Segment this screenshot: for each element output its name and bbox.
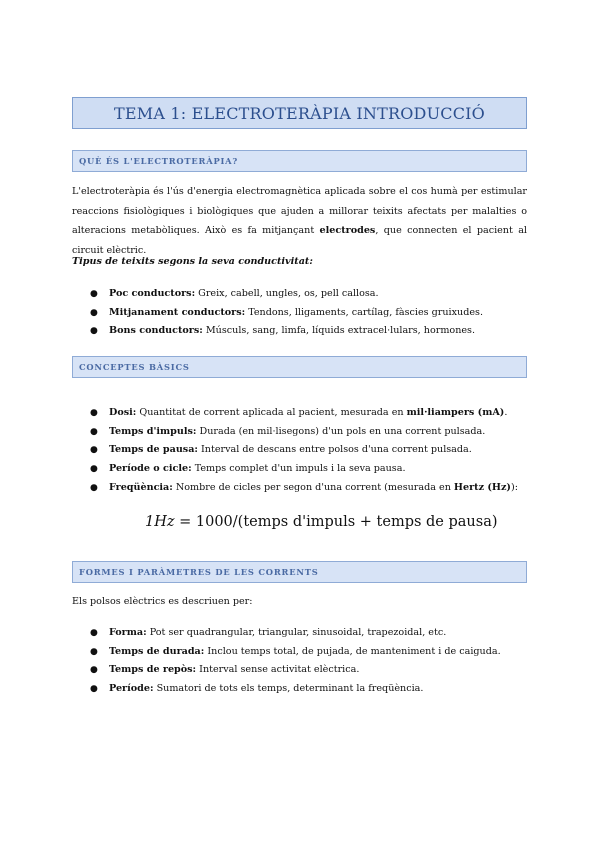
section-header-pulse-forms (72, 561, 527, 583)
item-term: Temps de repòs: (109, 664, 197, 676)
tissues-heading: Tipus de teixits segons la seva conductivitat: (72, 256, 313, 267)
pulses-list (90, 624, 520, 699)
section-header-what-is (72, 150, 527, 172)
list-item (90, 624, 520, 643)
list-item (90, 441, 520, 460)
item-desc: Sumatori de tots els temps, determinant la freqüència. (153, 683, 424, 695)
bullet-icon: ● (90, 445, 98, 456)
item-term: Període: (109, 683, 154, 695)
bullet-icon: ● (90, 289, 98, 299)
item-bold-unit: mil·liampers (mA) (406, 407, 505, 418)
item-tail: . (504, 407, 508, 418)
section-header-concepts (72, 356, 527, 378)
bullet-icon: ● (90, 684, 98, 695)
list-item (90, 460, 520, 479)
bullet-icon: ● (90, 464, 98, 475)
item-term: Temps de durada: (109, 645, 205, 657)
item-term: Bons conductors: (109, 325, 203, 337)
intro-bold-term: electrodes (319, 225, 376, 236)
bullet-icon: ● (90, 665, 98, 676)
item-desc: Nombre de cicles per segon d'una corrent (mesurada en (172, 481, 454, 493)
item-desc: Durada (en mil·lisegons) d'un pols en una corrent pulsada. (196, 425, 486, 437)
bullet-icon: ● (90, 307, 98, 318)
section-title: FORMES I PARÀMETRES DE LES CORRENTS (79, 567, 319, 577)
item-term: Període o cicle: (109, 463, 192, 475)
item-desc: Interval de descans entre polsos d'una corrent pulsada. (197, 444, 472, 456)
item-desc: Interval sense activitat elèctrica. (196, 664, 360, 676)
list-item (90, 285, 520, 304)
list-item (90, 404, 520, 423)
bullet-icon: ● (90, 646, 98, 657)
pulses-intro: Els polsos elèctrics es descriuen per: (72, 596, 253, 607)
item-term: Mitjanament conductors: (109, 306, 246, 318)
item-desc: Pot ser quadrangular, triangular, sinusoidal, trapezoidal, etc. (146, 627, 447, 638)
item-term: Dosi: (109, 407, 137, 418)
item-tail: ): (510, 481, 518, 493)
list-item (90, 479, 520, 498)
bullet-icon: ● (90, 326, 98, 337)
section-title: CONCEPTES BÀSICS (79, 362, 190, 372)
item-desc: Quantitat de corrent aplicada al pacient, mesurada en (136, 407, 407, 418)
item-desc: Tendons, lligaments, cartílag, fàscies gruixudes. (245, 306, 484, 318)
intro-text-b: , que connecten el pacient al circuit elèctric. (72, 225, 527, 256)
intro-paragraph (72, 182, 527, 260)
section-title: QUÈ ÉS L'ELECTROTERÀPIA? (79, 156, 239, 166)
item-term: Temps d'impuls: (109, 425, 197, 437)
bullet-icon: ● (90, 628, 98, 638)
frequency-formula (145, 514, 498, 530)
list-item (90, 661, 520, 680)
item-desc: Músculs, sang, limfa, líquids extracel·lulars, hormones. (202, 325, 476, 337)
list-item (90, 304, 520, 323)
item-term: Forma: (109, 627, 147, 638)
item-term: Freqüència: (109, 481, 173, 493)
formula-lhs: 1Hz (145, 514, 175, 530)
bullet-icon: ● (90, 408, 98, 418)
formula-rhs: = 1000/(temps d'impuls + temps de pausa) (174, 514, 498, 530)
list-item (90, 322, 520, 341)
item-desc: Inclou temps total, de pujada, de manteniment i de caiguda. (204, 645, 501, 657)
item-desc: Greix, cabell, ungles, os, pell callosa. (195, 288, 379, 299)
bullet-icon: ● (90, 482, 98, 493)
tissue-list (90, 285, 520, 341)
list-item (90, 680, 520, 699)
item-desc: Temps complet d'un impuls i la seva pausa. (191, 463, 406, 475)
item-term: Poc conductors: (109, 288, 196, 299)
bullet-icon: ● (90, 426, 98, 437)
concepts-list (90, 404, 520, 497)
list-item (90, 423, 520, 442)
page-title-banner (72, 97, 527, 129)
item-bold-unit: Hertz (Hz) (453, 481, 511, 493)
list-item (90, 643, 520, 662)
page-title: TEMA 1: ELECTROTERÀPIA INTRODUCCIÓ (114, 103, 485, 123)
item-term: Temps de pausa: (109, 444, 198, 456)
intro-text-a: L'electroteràpia és l'ús d'energia electromagnètica aplicada sobre el cos humà per estimular reaccions fisiològiques i biològiques que ajuden a millorar teixits afectats per malalties o alteracions metabòliques. Això es fa mitjançant (72, 186, 527, 236)
